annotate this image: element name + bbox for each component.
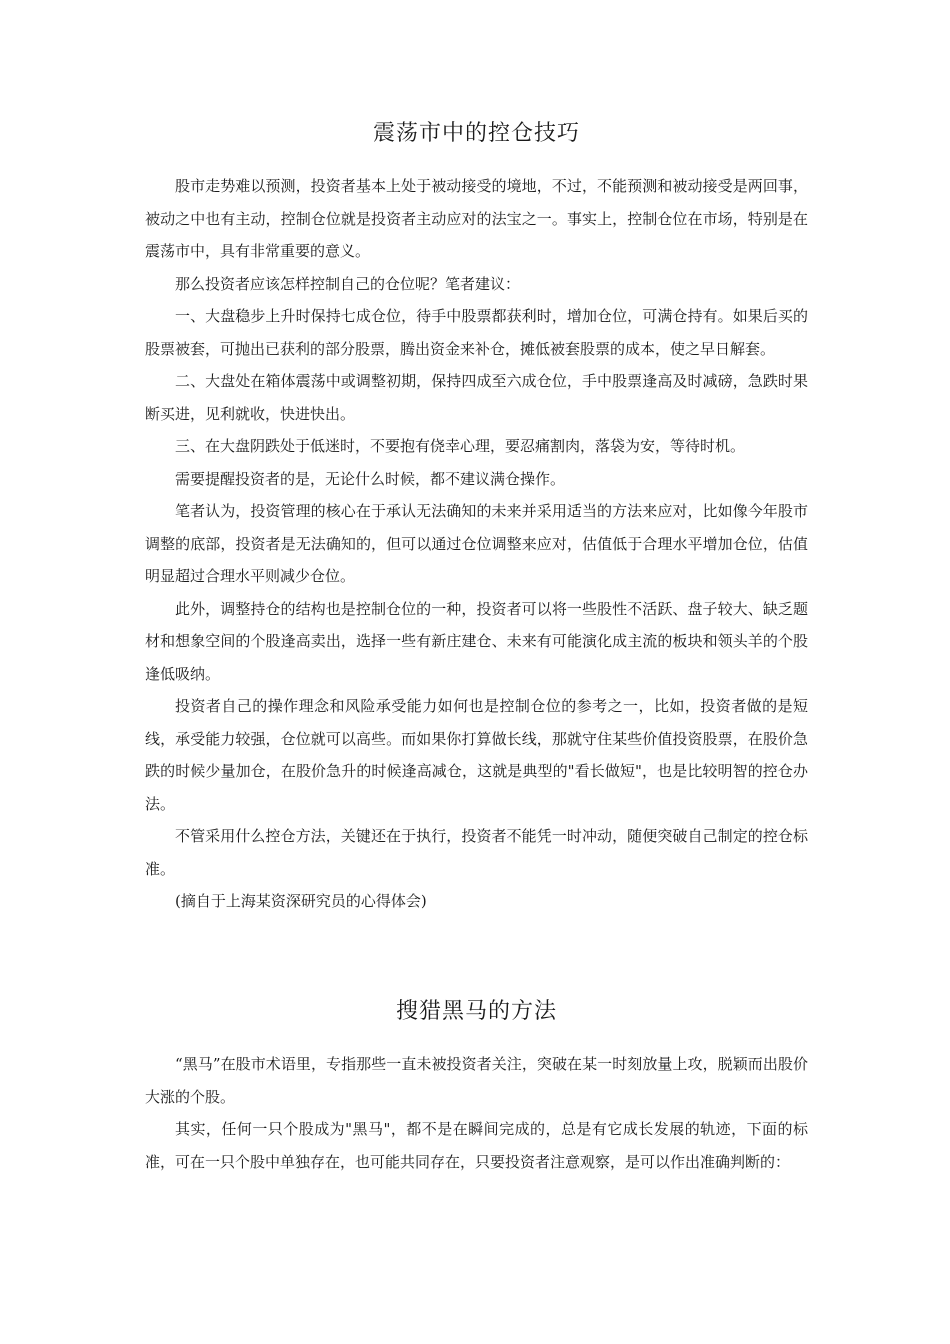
paragraph: 不管采用什么控仓方法，关键还在于执行，投资者不能凭一时冲动，随便突破自己制定的控仓标准。 — [145, 827, 808, 878]
article-title: 震荡市中的控仓技巧 — [372, 121, 580, 146]
paragraph: “黑马”在股市术语里，专指那些一直未被投资者关注，突破在某一时刻放量上攻，脱颖而出股价大涨的个股。 — [145, 1055, 808, 1106]
paragraph: 其实，任何一只个股成为"黑马"，都不是在瞬间完成的，总是有它成长发展的轨迹，下面的标准，可在一只个股中单独存在，也可能共同存在，只要投资者注意观察，是可以作出准确判断的： — [145, 1120, 808, 1171]
paragraph: 股市走势难以预测，投资者基本上处于被动接受的境地，不过，不能预测和被动接受是两回事，被动之中也有主动，控制仓位就是投资者主动应对的法宝之一。事实上，控制仓位在市场，特别是在震荡市中，具有非常重要的意义。 — [145, 177, 808, 260]
paragraph: 那么投资者应该怎样控制自己的仓位呢？笔者建议： — [175, 274, 521, 293]
article-position-control — [145, 118, 808, 918]
paragraph: 投资者自己的操作理念和风险承受能力如何也是控制仓位的参考之一，比如，投资者做的是短线，承受能力较强，仓位就可以高些。而如果你打算做长线，那就守住某些价值投资股票，在股价急跌的时候少量加仓，在股价急升的时候逢高减仓，这就是典型的"看长做短"，也是比较明智的控仓办法。 — [145, 697, 808, 813]
paragraph: 需要提醒投资者的是，无论什么时候，都不建议满仓操作。 — [175, 469, 566, 488]
source-note: (摘自于上海某资深研究员的心得体会) — [175, 892, 427, 910]
article-dark-horse — [145, 996, 808, 1178]
paragraph: 三、在大盘阴跌处于低迷时，不要抱有侥幸心理，要忍痛割肉，落袋为安，等待时机。 — [175, 437, 746, 455]
article-title: 搜猎黑马的方法 — [395, 999, 557, 1024]
paragraph: 一、大盘稳步上升时保持七成仓位，待手中股票都获利时，增加仓位，可满仓持有。如果后买的股票被套，可抛出已获利的部分股票，腾出资金来补仓，摊低被套股票的成本，使之早日解套。 — [145, 307, 808, 358]
paragraph: 二、大盘处在箱体震荡中或调整初期，保持四成至六成仓位，手中股票逢高及时减磅，急跌时果断买进，见利就收，快进快出。 — [145, 372, 808, 423]
paragraph: 笔者认为，投资管理的核心在于承认无法确知的未来并采用适当的方法来应对，比如像今年股市调整的底部，投资者是无法确知的，但可以通过仓位调整来应对，估值低于合理水平增加仓位，估值明显超过合理水平则减少仓位。 — [145, 502, 808, 585]
paragraph: 此外，调整持仓的结构也是控制仓位的一种，投资者可以将一些股性不活跃、盘子较大、缺乏题材和想象空间的个股逢高卖出，选择一些有新庄建仓、未来有可能演化成主流的板块和领头羊的个股逢低吸纳。 — [145, 599, 808, 683]
